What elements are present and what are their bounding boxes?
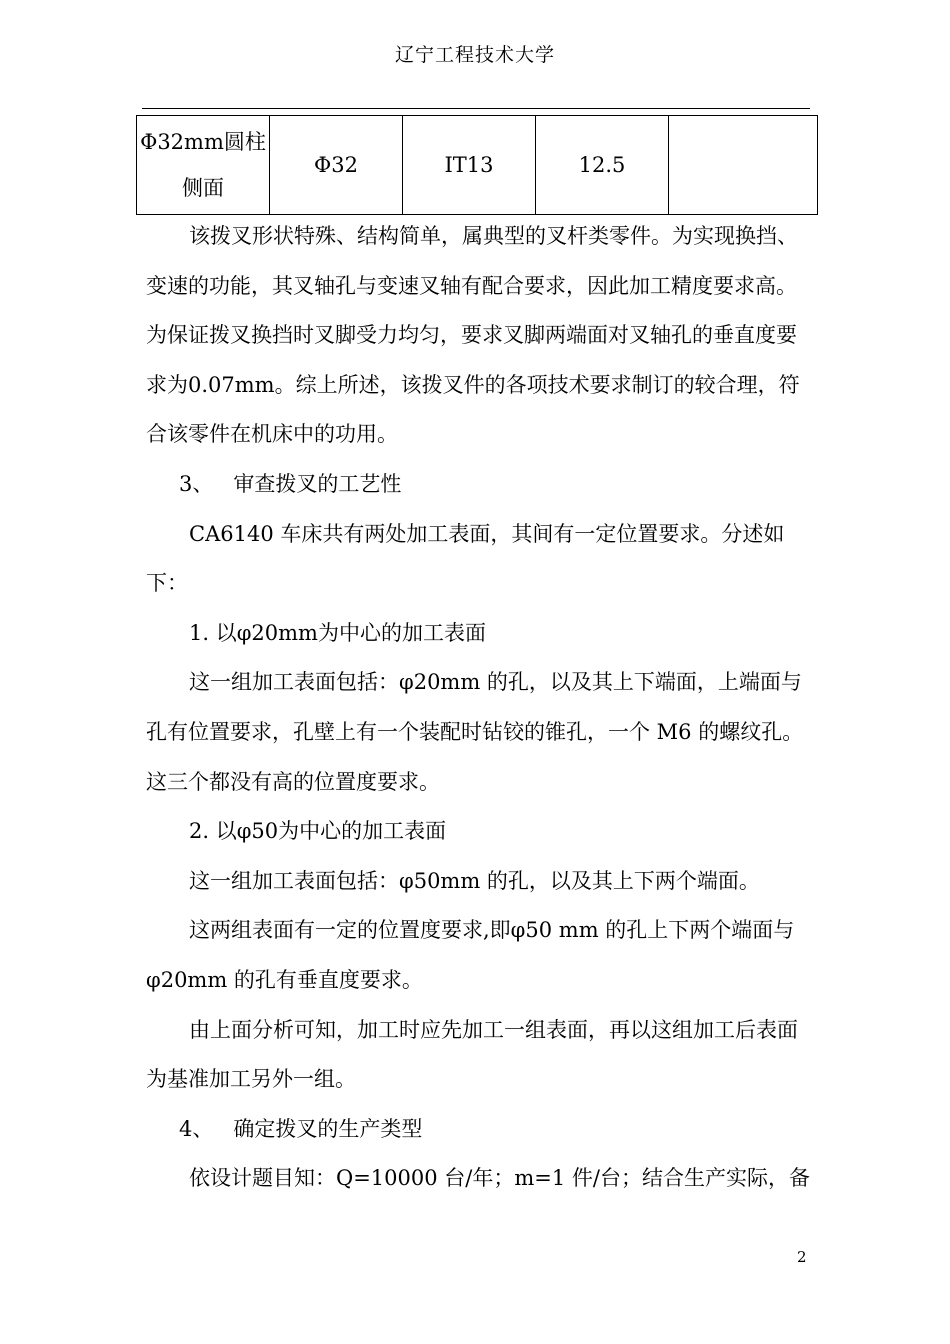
section-heading-4: 4、 确定拨叉的生产类型	[179, 1116, 423, 1141]
section-heading-3: 3、 审查拨叉的工艺性	[179, 471, 402, 496]
page-number: 2	[797, 1248, 807, 1266]
paragraph-production: 依设计题目知：Q=10000 台/年；m=1 件/台；结合生产实际，备	[189, 1166, 810, 1191]
page-header-title: 辽宁工程技术大学	[394, 44, 555, 66]
paragraph-group1: 这一组加工表面包括：φ20mm 的孔，以及其上下端面，上端面与孔有位置要求，孔壁上有一个装配时钻铰的锥孔，一个 M6 的螺纹孔。这三个都没有高的位置度要求。	[146, 670, 804, 794]
table-cell-empty	[669, 116, 818, 215]
paragraph-group2: 这一组加工表面包括：φ50mm 的孔，以及其上下两个端面。	[189, 868, 760, 893]
paragraph-surfaces: CA6140 车床共有两处加工表面，其间有一定位置要求。分述如下：	[146, 521, 785, 596]
table-cell-roughness: 12.5	[536, 116, 669, 215]
paragraph-analysis: 由上面分析可知，加工时应先加工一组表面，再以这组加工后表面为基准加工另外一组。	[146, 1017, 798, 1092]
table-cell-surface-line1: Φ32mm圆柱	[140, 130, 266, 154]
header-rule	[142, 108, 810, 109]
table-cell-surface-line2: 侧面	[182, 176, 224, 200]
table-row	[137, 116, 818, 215]
table-cell-size: Φ32	[270, 116, 403, 215]
paragraph-overview: 该拨叉形状特殊、结构简单，属典型的叉杆类零件。为实现换挡、变速的功能，其叉轴孔与变速叉轴有配合要求，因此加工精度要求高。为保证拨叉换挡时叉脚受力均匀，要求叉脚两端面对叉轴孔的垂直度要求为0.07mm。综上所述，该拨叉件的各项技术要求制订的较合理，符合该零件在机床中的功用。	[146, 224, 800, 447]
document-body	[146, 212, 812, 1204]
list-item-2: 2. 以φ50为中心的加工表面	[189, 819, 447, 844]
table-cell-tolerance: IT13	[403, 116, 536, 215]
table-cell-surface	[137, 116, 270, 215]
paragraph-position: 这两组表面有一定的位置度要求,即φ50 mm 的孔上下两个端面与φ20mm 的孔有垂直度要求。	[146, 918, 795, 992]
list-item-1: 1. 以φ20mm为中心的加工表面	[189, 620, 486, 645]
spec-table	[136, 115, 818, 215]
